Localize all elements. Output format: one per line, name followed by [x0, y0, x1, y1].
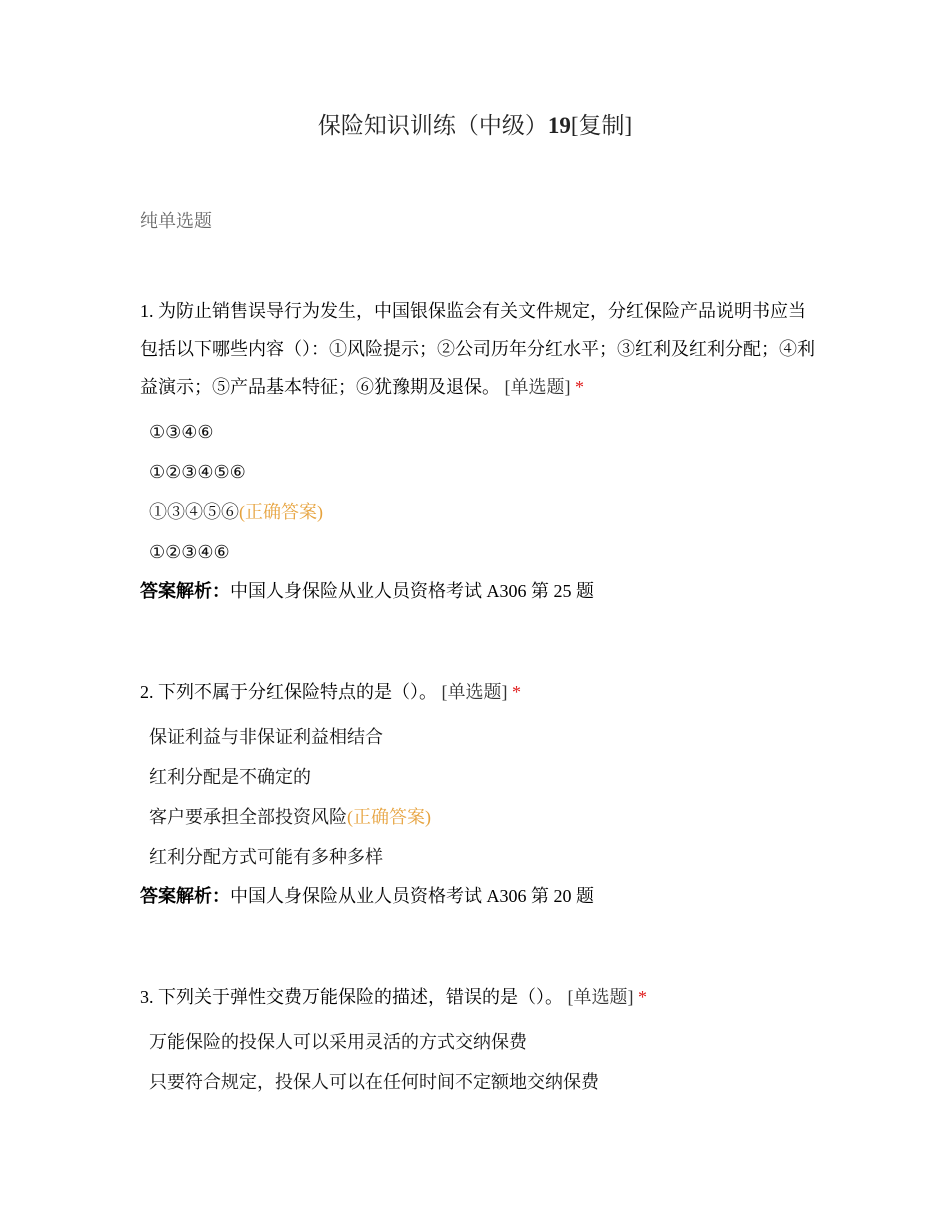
question-text	[140, 978, 820, 1016]
option-b[interactable]	[140, 1062, 820, 1102]
option-d[interactable]	[140, 837, 820, 877]
title-number: 19	[547, 113, 571, 138]
option-a[interactable]	[140, 1022, 820, 1062]
question-body: 为防止销售误导行为发生，中国银保监会有关文件规定，分红保险产品说明书应当包括以下哪些内容（）：①风险提示；②公司历年分红水平；③红利及红利分配；④利益演示；⑤产品基本特征；⑥犹豫期及退保。	[140, 301, 815, 397]
option-text: ①②③④⑤⑥	[149, 462, 246, 482]
required-mark: *	[575, 377, 584, 397]
question-type-tag: [单选题]	[504, 377, 571, 397]
option-b[interactable]	[140, 452, 820, 492]
option-text: 客户要承担全部投资风险	[149, 807, 347, 827]
question-type-tag: [单选题]	[567, 987, 634, 1007]
required-mark: *	[512, 682, 521, 702]
question-text	[140, 673, 820, 711]
option-text: 红利分配是不确定的	[149, 767, 311, 787]
page-title	[0, 110, 950, 142]
answer-analysis	[140, 572, 820, 610]
title-prefix: 保险知识训练（中级）	[317, 113, 548, 138]
question-2	[140, 673, 820, 915]
question-body: 下列关于弹性交费万能保险的描述，错误的是（）。	[158, 987, 563, 1007]
option-c[interactable]	[140, 492, 820, 532]
question-text	[140, 292, 820, 406]
answer-analysis	[140, 877, 820, 915]
option-text: 只要符合规定，投保人可以在任何时间不定额地交纳保费	[149, 1072, 599, 1092]
option-list	[140, 1022, 820, 1102]
analysis-text: 中国人身保险从业人员资格考试 A306 第 25 题	[230, 581, 594, 601]
title-suffix: [复制]	[570, 113, 633, 138]
option-list	[140, 412, 820, 572]
question-body: 下列不属于分红保险特点的是（）。	[158, 682, 437, 702]
option-list	[140, 717, 820, 877]
correct-answer-tag: (正确答案)	[239, 502, 323, 522]
question-1	[140, 292, 820, 610]
option-text: ①②③④⑥	[149, 542, 230, 562]
section-label: 纯单选题	[140, 211, 212, 231]
option-text: ①③④⑤⑥	[149, 502, 239, 522]
option-b[interactable]	[140, 757, 820, 797]
question-number: 3.	[140, 987, 154, 1007]
option-text: 万能保险的投保人可以采用灵活的方式交纳保费	[149, 1032, 527, 1052]
required-mark: *	[638, 987, 647, 1007]
analysis-label: 答案解析：	[140, 886, 230, 906]
option-text: 保证利益与非保证利益相结合	[149, 727, 383, 747]
option-text: ①③④⑥	[149, 422, 214, 442]
option-a[interactable]	[140, 412, 820, 452]
option-text: 红利分配方式可能有多种多样	[149, 847, 383, 867]
question-number: 2.	[140, 682, 154, 702]
correct-answer-tag: (正确答案)	[347, 807, 431, 827]
analysis-text: 中国人身保险从业人员资格考试 A306 第 20 题	[230, 886, 594, 906]
option-c[interactable]	[140, 797, 820, 837]
question-number: 1.	[140, 301, 154, 321]
question-3	[140, 978, 820, 1102]
option-a[interactable]	[140, 717, 820, 757]
question-type-tag: [单选题]	[441, 682, 508, 702]
analysis-label: 答案解析：	[140, 581, 230, 601]
option-d[interactable]	[140, 532, 820, 572]
